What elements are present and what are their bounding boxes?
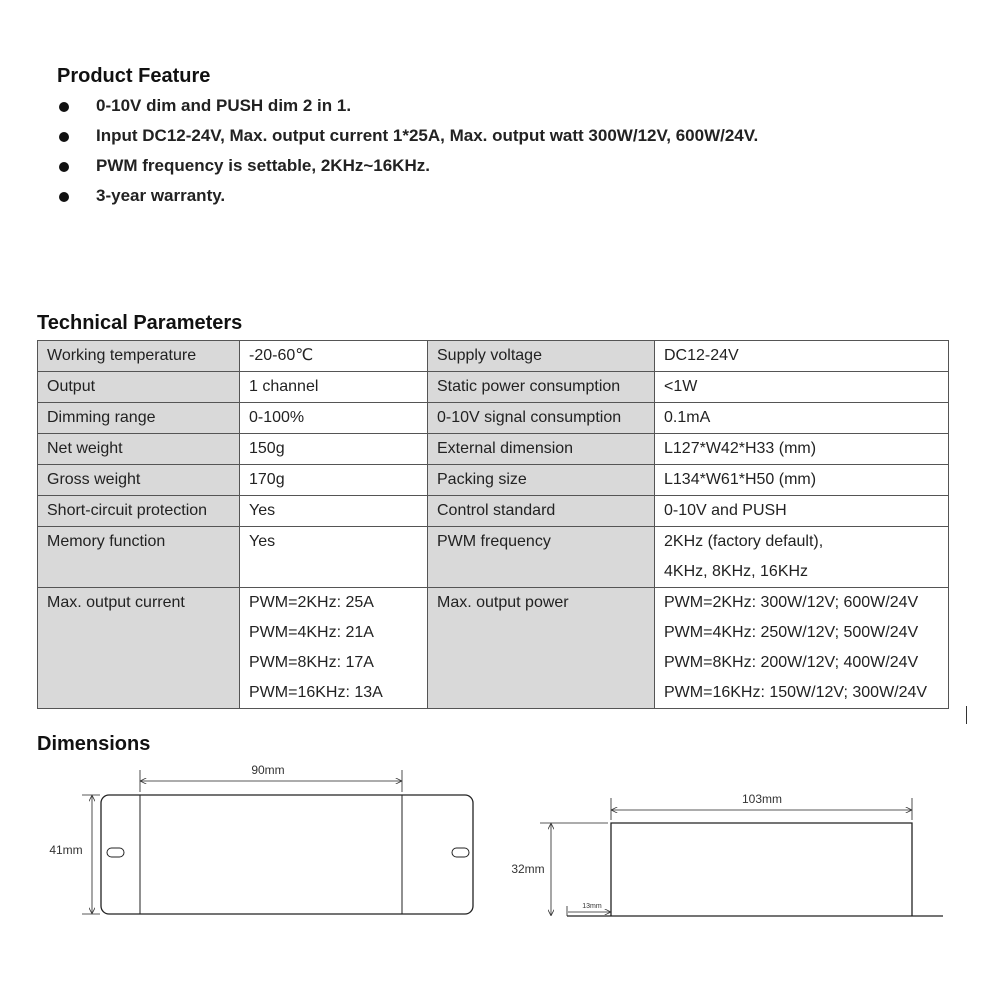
table-cell-text: PWM=8KHz: 17A — [249, 654, 374, 671]
table-cell-text: 2KHz (factory default), — [664, 533, 824, 550]
left-mount-slot — [107, 848, 124, 857]
table-cell-text: Max. output power — [437, 594, 569, 611]
table-cell-text: Dimming range — [47, 409, 156, 426]
table-cell-text: Gross weight — [47, 471, 141, 488]
table-cell-text: Yes — [249, 502, 276, 519]
table-cell-text: 170g — [249, 471, 285, 488]
table-cell-text: 1 channel — [249, 378, 319, 395]
table-cell-text: Max. output current — [47, 594, 185, 611]
right-mount-slot — [452, 848, 469, 857]
table-cell-text: DC12-24V — [664, 347, 739, 364]
table-cell-text: PWM frequency — [437, 533, 551, 550]
table-cell-text: PWM=16KHz: 13A — [249, 684, 383, 701]
side-view — [540, 798, 943, 916]
feature-text: 0-10V dim and PUSH dim 2 in 1. — [96, 96, 352, 115]
table-cell-text: PWM=4KHz: 21A — [249, 624, 374, 641]
table-cell-text: 0-100% — [249, 409, 305, 426]
table-cell-text: PWM=8KHz: 200W/12V; 400W/24V — [664, 654, 919, 671]
table-cell-text: PWM=2KHz: 300W/12V; 600W/24V — [664, 594, 919, 611]
table-cell-text: L134*W61*H50 (mm) — [664, 471, 817, 488]
table-cell-text: PWM=16KHz: 150W/12V; 300W/24V — [664, 684, 928, 701]
table-cell-text: 0-10V signal consumption — [437, 409, 622, 426]
table-cell-text: Packing size — [437, 471, 527, 488]
table-cell-text: PWM=2KHz: 25A — [249, 594, 374, 611]
table-cell-text: External dimension — [437, 440, 574, 457]
table-cell-text: L127*W42*H33 (mm) — [664, 440, 817, 457]
table-cell-text: Memory function — [47, 533, 166, 550]
technical-parameters-title: Technical Parameters — [37, 312, 243, 334]
side-height-label: 32mm — [511, 862, 545, 876]
feature-text: PWM frequency is settable, 2KHz~16KHz. — [96, 156, 430, 175]
table-cell-text: <1W — [664, 378, 698, 395]
table-cell-text: Working temperature — [47, 347, 197, 364]
front-length-label: 90mm — [251, 763, 285, 777]
feature-text: Input DC12-24V, Max. output current 1*25A, Max. output watt 300W/12V, 600W/24V. — [96, 126, 759, 145]
table-cell-text: 0.1mA — [664, 409, 711, 426]
table-cell-text: Control standard — [437, 502, 556, 519]
feature-text: 3-year warranty. — [96, 186, 226, 205]
front-view — [82, 770, 473, 914]
table-cell-text: PWM=4KHz: 250W/12V; 500W/24V — [664, 624, 919, 641]
table-cell-text: Supply voltage — [437, 347, 542, 364]
table-cell-text: Yes — [249, 533, 276, 550]
front-height-label: 41mm — [49, 843, 83, 857]
table-cell-text: Static power consumption — [437, 378, 621, 395]
table-cell-text: 0-10V and PUSH — [664, 502, 787, 519]
dimensions-title: Dimensions — [37, 733, 151, 755]
side-offset-label: 13mm — [582, 903, 602, 910]
table-cell-text: Short-circuit protection — [47, 502, 208, 519]
table-cell-text: Net weight — [47, 440, 123, 457]
table-cell-text: Output — [47, 378, 96, 395]
table-cell-text: 4KHz, 8KHz, 16KHz — [664, 563, 809, 580]
front-outline — [101, 795, 473, 914]
side-outline — [611, 823, 912, 916]
table-cell-text: -20-60℃ — [249, 347, 314, 364]
side-length-label: 103mm — [741, 792, 783, 806]
table-cell-text: 150g — [249, 440, 285, 457]
product-feature-title: Product Feature — [57, 65, 211, 87]
